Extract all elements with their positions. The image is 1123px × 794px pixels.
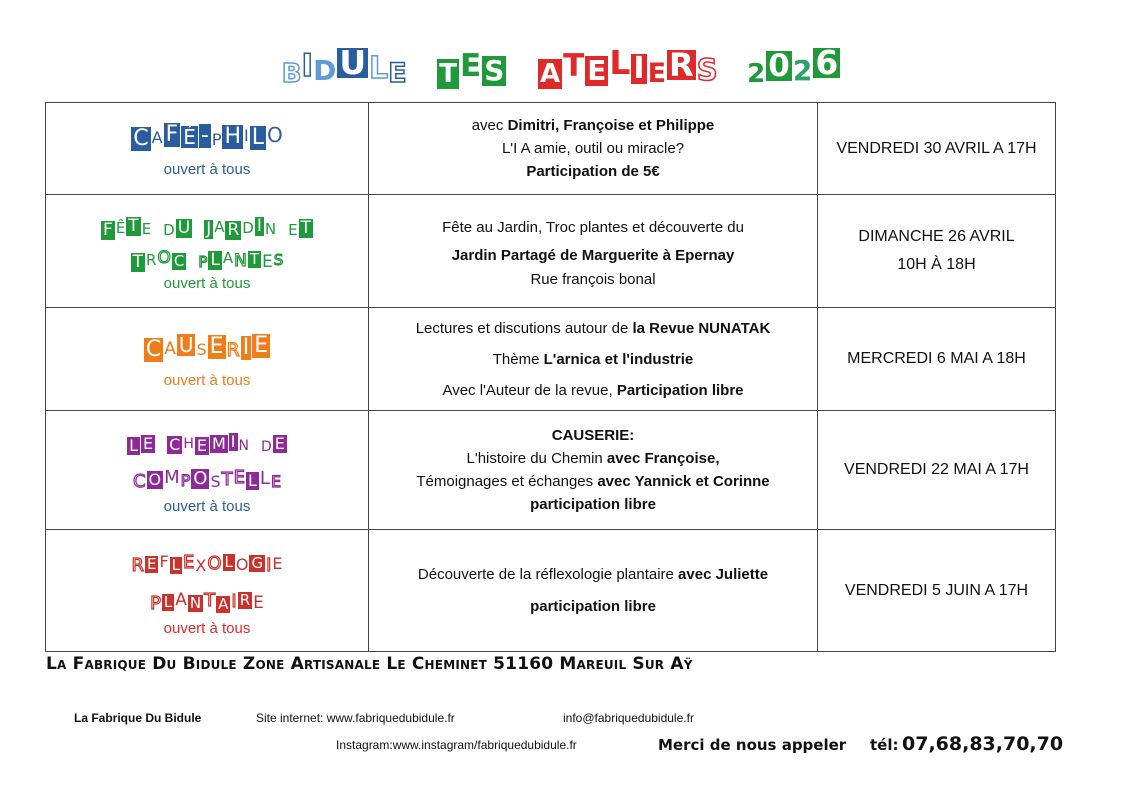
rows.0.title_lines.0-letter: H: [224, 124, 242, 149]
rows.0.title_lines.0-letter: F: [165, 122, 179, 147]
table-row: [46, 530, 1056, 652]
rows.4.title_lines.0-letter: L: [224, 553, 233, 571]
desc-line: Découverte de la réflexologie plantaire avec Juliette: [417, 565, 769, 583]
open-label: ouvert à tous: [163, 620, 251, 637]
workshops-table: [45, 102, 1056, 652]
rows.3.title_lines.0-letter: N: [238, 437, 249, 454]
rows.4.title_lines.0-letter: O: [207, 553, 222, 574]
rows.3.title_lines.1-letter: L: [259, 467, 270, 489]
title.w2-letter: E: [460, 48, 482, 84]
title.w1-letter: L: [369, 51, 389, 86]
workshop-date: VENDREDI 22 MAI A 17H: [818, 411, 1056, 530]
rows.4.title_lines.0-letter: R: [131, 555, 144, 576]
rows.1.title_lines.1-letter: L: [210, 249, 220, 270]
rows.4.title_lines.0-letter: I: [266, 555, 272, 576]
workshop-date: MERCREDI 6 MAI A 18H: [818, 308, 1056, 411]
rows.1.title_lines.0-letter: A: [214, 217, 225, 236]
title.w3-letter: I: [633, 51, 645, 86]
rows.1.title_lines.0-letter: Ê: [115, 218, 126, 237]
workshop-description: [369, 411, 818, 530]
rows.1.title_lines.0-letter: E: [288, 220, 298, 239]
rows.1.title_lines.1-letter: R: [146, 250, 157, 269]
rows.0.title_lines.0-letter: P: [211, 130, 222, 149]
rows.1.title_lines.1-letter: E: [262, 251, 273, 272]
rows.3.title_lines.1-letter: S: [210, 471, 221, 491]
footer-instagram: Instagram:www.instagram/fabriquedubidule.fr: [336, 738, 577, 752]
workshop-title: [52, 544, 362, 584]
rows.1.title_lines.1-letter: O: [157, 247, 171, 268]
open-label: ouvert à tous: [163, 161, 251, 178]
rows.3.title_lines.0-letter: C: [169, 434, 181, 454]
rows.0.title_lines.0-letter: -: [200, 123, 209, 148]
table-row: [46, 103, 1056, 195]
rows.1.title_lines.1-letter: T: [249, 249, 260, 268]
rows.1.title_lines.1-letter: P: [198, 252, 208, 271]
rows.3.title_lines.1-letter: C: [132, 470, 146, 492]
title.w3-letter: R: [669, 46, 694, 84]
footer-website: Site internet: www.fabriquedubidule.fr: [256, 711, 455, 725]
rows.3.title_lines.0-letter: L: [129, 435, 139, 455]
desc-line: L'histoire du Chemin avec Françoise,: [466, 450, 720, 467]
workshop-description: [369, 530, 818, 652]
rows.2.title_lines.0-letter: C: [145, 336, 162, 362]
workshop-description: [369, 195, 818, 308]
call-text: Merci de nous appeler: [658, 736, 847, 754]
workshop-date: DIMANCHE 26 AVRIL 10H À 18H: [818, 195, 1056, 308]
title.w1-letter: U: [339, 43, 367, 82]
rows.3.title_lines.0-letter: E: [143, 433, 154, 453]
rows.2.title_lines.0-letter: A: [164, 338, 176, 359]
rows.1.title_lines.0-letter: R: [227, 219, 240, 240]
desc-line: Rue françois bonal: [530, 270, 656, 288]
rows.4.title_lines.1-letter: A: [175, 590, 187, 610]
rows.3.title_lines.1-letter: E: [270, 471, 282, 491]
table-row: [46, 195, 1056, 308]
workshop-description: [369, 103, 818, 195]
desc-line: Fête au Jardin, Troc plantes et découverte du: [442, 218, 744, 236]
rows.3.title_lines.0-letter: E: [196, 435, 207, 455]
rows.0.title_lines.0-letter: O: [267, 123, 283, 147]
rows.1.title_lines.0-letter: N: [264, 219, 277, 238]
rows.0.title_lines.0-letter: É: [183, 125, 196, 149]
rows.3.title_lines.1-letter: E: [233, 466, 245, 488]
phone-number: 07,68,83,70,70: [902, 733, 1064, 755]
rows.1.title_lines.0-letter: T: [128, 215, 139, 236]
open-label: ouvert à tous: [163, 497, 251, 515]
rows.1.title_lines.1-letter: S: [273, 250, 284, 269]
desc-line: L'I A amie, outil ou miracle?: [501, 140, 685, 157]
rows.4.title_lines.0-letter: X: [195, 556, 207, 575]
rows.3.title_lines.1-letter: M: [164, 466, 180, 488]
title.w1-letter: B: [281, 59, 302, 89]
title.w3-letter: A: [539, 59, 561, 89]
rows.1.title_lines.0-letter: F: [103, 219, 113, 240]
rows.4.title_lines.0-letter: O: [235, 555, 249, 574]
desc-line: Jardin Partagé de Marguerite à Epernay: [451, 246, 735, 264]
rows.0.title_lines.0-letter: L: [251, 125, 264, 150]
title.w1-letter: E: [388, 58, 407, 89]
workshop-title-cell: [46, 308, 369, 411]
workshop-title-cell: [46, 195, 369, 308]
workshop-title-cell: [46, 103, 369, 195]
table-row: [46, 411, 1056, 530]
rows.1.title_lines.0-letter: D: [242, 218, 254, 237]
rows.4.title_lines.0-letter: E: [183, 552, 195, 573]
rows.4.title_lines.0-letter: E: [272, 554, 283, 573]
address: La Fabrique Du Bidule Zone Artisanale Le Cheminet 51160 Mareuil Sur Aÿ: [46, 654, 693, 674]
table-row: [46, 308, 1056, 411]
title-word-bidule: [281, 43, 407, 89]
rows.1.title_lines.1-letter: A: [222, 248, 234, 267]
title.w4-letter: 2: [792, 54, 813, 87]
rows.4.title_lines.0-letter: G: [251, 554, 264, 572]
title.w4-letter: 6: [815, 43, 839, 82]
rows.1.title_lines.0-letter: I: [256, 215, 262, 236]
workshop-title: [52, 462, 362, 498]
rows.1.title_lines.0-letter: D: [163, 220, 175, 239]
page-title: [0, 43, 1123, 89]
rows.2.title_lines.0-letter: E: [254, 332, 269, 358]
title.w2-letter: S: [484, 54, 505, 87]
title.w3-letter: E: [647, 58, 667, 89]
rows.4.title_lines.1-letter: A: [218, 595, 229, 613]
workshop-title: [52, 211, 362, 245]
workshop-description: [369, 308, 818, 411]
rows.2.title_lines.0-letter: E: [209, 333, 224, 359]
workshop-title-cell: [46, 411, 369, 530]
rows.4.title_lines.1-letter: P: [150, 593, 161, 614]
workshop-title: [52, 584, 362, 620]
open-label: ouvert à tous: [163, 371, 251, 389]
desc-line: CAUSERIE:: [551, 427, 635, 444]
title.w4-letter: 0: [768, 48, 790, 84]
title.w3-letter: T: [563, 48, 585, 84]
rows.0.title_lines.0-letter: I: [244, 126, 249, 145]
rows.1.title_lines.0-letter: U: [177, 217, 191, 238]
rows.4.title_lines.0-letter: F: [159, 552, 169, 571]
footer-name: La Fabrique Du Bidule: [74, 711, 202, 725]
desc-line: Thème L'arnica et l'industrie: [492, 350, 694, 368]
desc-line: participation libre: [530, 496, 656, 513]
rows.1.title_lines.0-letter: J: [206, 218, 212, 239]
rows.3.title_lines.1-letter: O: [193, 467, 208, 489]
title.w2-letter: T: [439, 59, 458, 89]
rows.3.title_lines.0-letter: I: [230, 431, 236, 451]
desc-line: Participation de 5€: [526, 163, 660, 180]
title.w1-letter: I: [301, 48, 314, 84]
desc-line: Témoignages et échanges avec Yannick et Corinne: [416, 473, 770, 490]
open-label: ouvert à tous: [163, 274, 251, 292]
rows.4.title_lines.1-letter: L: [163, 593, 173, 611]
workshop-date: VENDREDI 30 AVRIL A 17H: [818, 103, 1056, 195]
rows.4.title_lines.0-letter: L: [171, 556, 181, 574]
rows.3.title_lines.1-letter: T: [221, 468, 233, 490]
rows.1.title_lines.1-letter: C: [173, 251, 185, 270]
rows.3.title_lines.0-letter: E: [274, 433, 285, 453]
workshop-title-cell: [46, 530, 369, 652]
rows.2.title_lines.0-letter: I: [242, 334, 250, 360]
workshop-title: [52, 426, 362, 462]
rows.0.title_lines.0-letter: A: [151, 128, 163, 147]
rows.4.title_lines.1-letter: E: [253, 593, 264, 613]
rows.4.title_lines.1-letter: T: [204, 590, 216, 611]
desc-line: Lectures et discutions autour de la Revue NUNATAK: [415, 319, 771, 337]
rows.3.title_lines.1-letter: O: [148, 469, 162, 489]
rows.2.title_lines.0-letter: R: [226, 338, 240, 361]
rows.1.title_lines.0-letter: E: [141, 219, 152, 238]
title-word-ateliers: [537, 43, 718, 89]
title.w4-letter: 2: [747, 59, 766, 89]
rows.2.title_lines.0-letter: U: [178, 332, 194, 357]
workshop-title: [52, 119, 362, 157]
rows.3.title_lines.0-letter: D: [260, 438, 272, 455]
rows.3.title_lines.0-letter: M: [211, 433, 226, 453]
rows.4.title_lines.1-letter: I: [231, 591, 237, 612]
rows.2.title_lines.0-letter: S: [196, 339, 207, 359]
footer-email: info@fabriquedubidule.fr: [563, 711, 694, 725]
desc-line: avec Dimitri, Françoise et Philippe: [471, 117, 715, 134]
desc-line: participation libre: [530, 597, 656, 615]
rows.1.title_lines.1-letter: N: [234, 250, 247, 271]
rows.4.title_lines.0-letter: E: [146, 555, 157, 573]
title.w3-letter: L: [609, 43, 631, 82]
rows.3.title_lines.0-letter: H: [183, 435, 194, 452]
title-word-year: [747, 43, 841, 89]
rows.0.title_lines.0-letter: C: [133, 126, 149, 151]
rows.4.title_lines.1-letter: R: [239, 591, 251, 609]
rows.1.title_lines.1-letter: T: [132, 251, 144, 272]
workshop-title: [52, 330, 362, 368]
title.w3-letter: S: [696, 53, 718, 87]
tel-label: tél:: [870, 736, 899, 754]
rows.3.title_lines.1-letter: L: [248, 470, 257, 490]
title.w1-letter: D: [313, 54, 337, 87]
title-word-tes: [436, 48, 507, 89]
rows.4.title_lines.1-letter: N: [189, 594, 202, 612]
workshop-date: VENDREDI 5 JUIN A 17H: [818, 530, 1056, 652]
desc-line: Avec l'Auteur de la revue, Participation libre: [442, 381, 744, 399]
workshop-title: [52, 245, 362, 275]
rows.3.title_lines.1-letter: P: [180, 470, 191, 490]
title.w3-letter: E: [587, 54, 607, 87]
rows.1.title_lines.0-letter: T: [300, 217, 311, 238]
